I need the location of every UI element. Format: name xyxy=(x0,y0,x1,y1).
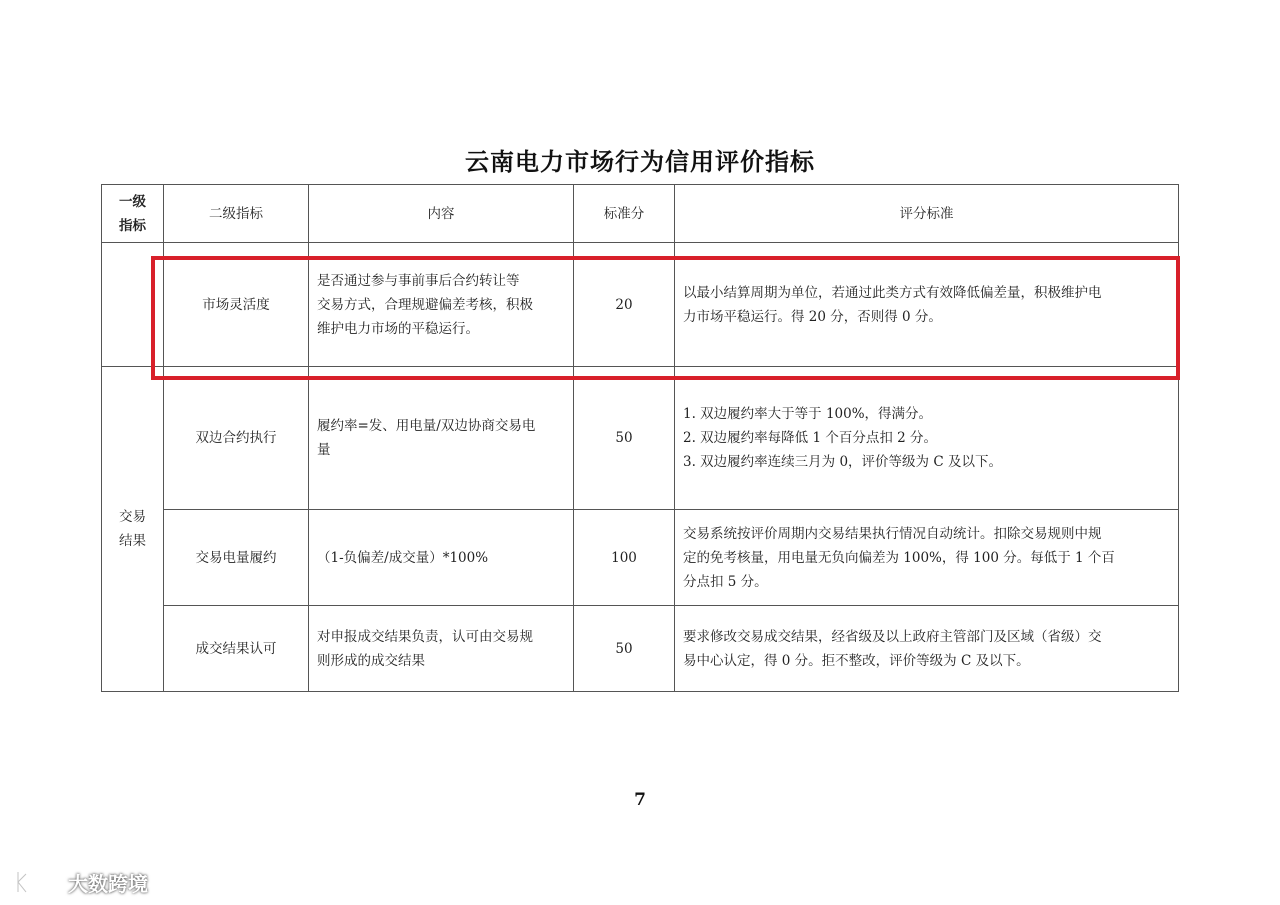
brand-logo-icon xyxy=(12,868,60,896)
red-highlight-box xyxy=(151,256,1180,380)
header-level1: 一级 指标 xyxy=(119,193,146,234)
row3-score: 100 xyxy=(611,549,637,566)
row4-score: 50 xyxy=(615,640,633,657)
header-score: 标准分 xyxy=(603,205,645,222)
row2-level2: 双边合约执行 xyxy=(195,430,277,446)
row1-level2: 市场灵活度 xyxy=(202,296,270,313)
table-border-bottom xyxy=(101,691,1179,692)
watermark-text: 大数跨境 xyxy=(68,871,148,896)
page-title: 云南电力市场行为信用评价指标 xyxy=(465,148,815,176)
row4-content: 对申报成交结果负责，认可由交易规 则形成的成交结果 xyxy=(317,628,533,669)
watermark xyxy=(12,866,148,898)
row4-criteria: 要求修改交易成交结果，经省级及以上政府主管部门及区域（省级）交 易中心认定，得 0 分。拒不整改，评价等级为 C 及以下。 xyxy=(683,628,1102,669)
row3-content: （1-负偏差/成交量）*100% xyxy=(317,549,489,566)
row2-score: 50 xyxy=(615,430,633,446)
header-level2: 二级指标 xyxy=(209,205,263,222)
row3-level2: 交易电量履约 xyxy=(195,549,277,566)
row2-content: 履约率=发、用电量/双边协商交易电 量 xyxy=(317,418,536,458)
group-label-trade-results: 交易 结果 xyxy=(119,509,146,549)
header-criteria: 评分标准 xyxy=(899,205,954,222)
row3-criteria: 交易系统按评价周期内交易结果执行情况自动统计。扣除交易规则中规 定的免考核量，用电量无负向偏差为 100%，得 100 分。每低于 1 个百 分点扣 5 分。 xyxy=(683,525,1115,590)
row4-level2: 成交结果认可 xyxy=(195,640,277,657)
page-number: 7 xyxy=(634,790,646,810)
row2-criteria: 1. 双边履约率大于等于 100%，得满分。 2. 双边履约率每降低 1 个百分点扣 2 分。 3. 双边履约率连续三月为 0，评价等级为 C 及以下。 xyxy=(683,406,1002,470)
row1-score: 20 xyxy=(615,296,633,313)
header-content: 内容 xyxy=(427,205,455,222)
row1-content: 是否通过参与事前事后合约转让等 交易方式，合理规避偏差考核，积极 维护电力市场的平稳运行。 xyxy=(317,272,533,337)
row1-criteria: 以最小结算周期为单位，若通过此类方式有效降低偏差量，积极维护电 力市场平稳运行。得 20 分，否则得 0 分。 xyxy=(683,284,1102,325)
